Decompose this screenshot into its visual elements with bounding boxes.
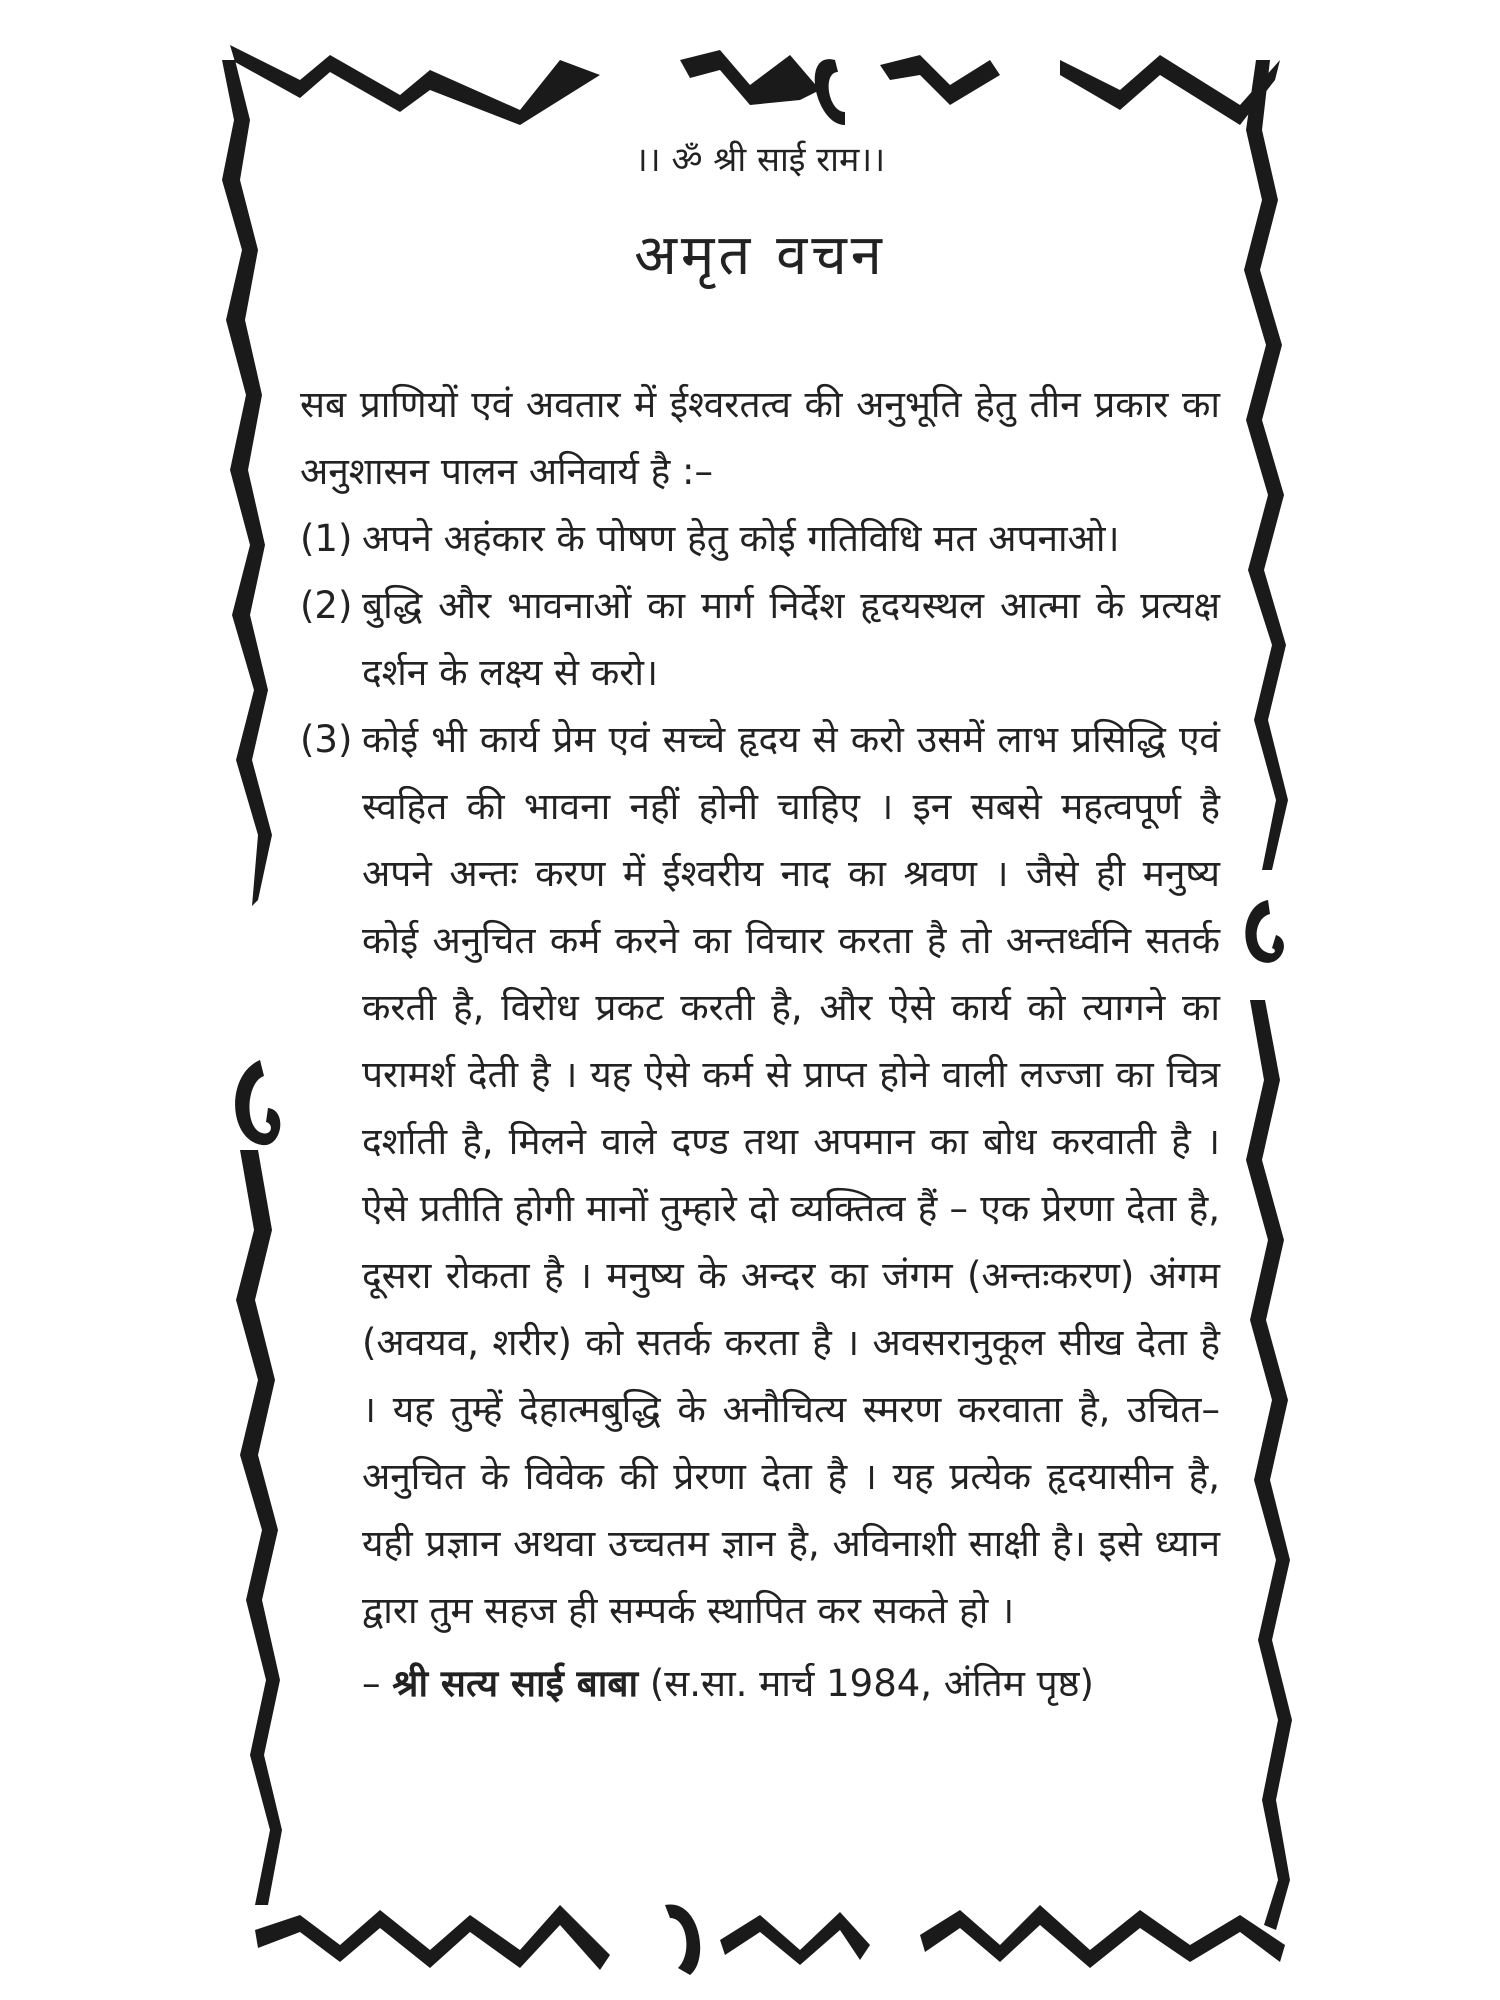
list-item-text: अपने अहंकार के पोषण हेतु कोई गतिविधि मत अपनाओ। <box>362 517 1120 560</box>
list-item <box>300 505 1220 572</box>
page-title: अमृत वचन <box>634 223 886 288</box>
list-item-text: कोई भी कार्य प्रेम एवं सच्चे हृदय से करो उसमें लाभ प्रसिद्धि एवं स्वहित की भावना नहीं होनी चाहिए । इन सबसे महत्वपूर्ण है अपने अन्तः करण में ईश्वरीय नाद का श्रवण । जैसे ही मनुष्य कोई अनुचित कर्म करने का विचार करता है तो अन्तर्ध्वनि सतर्क करती है, विरोध प्रकट करती है, और ऐसे कार्य को त्यागने का परामर्श देती है । यह ऐसे कर्म से प्राप्त होने वाली लज्जा का चित्र दर्शाती है, मिलने वाले दण्ड तथा अपमान का बोध करवाती है । ऐसे प्रतीति होगी मानों तुम्हारे दो व्यक्तित्व हैं – एक प्रेरणा देता है, दूसरा रोकता है । मनुष्य के अन्दर का जंगम (अन्तःकरण) अंगम (अवयव, शरीर) को सतर्क करता है । अवसरानुकूल सीख देता है । यह तुम्हें देहात्मबुद्धि के अनौचित्य स्मरण करवाता है, उचित–अनुचित के विवेक की प्रेरणा देता है । यह प्रत्येक हृदयासीन है, यही प्रज्ञान अथवा उच्चतम ज्ञान है, अविनाशी साक्षी है। इसे ध्यान द्वारा तुम सहज ही सम्पर्क स्थापित कर सकते हो । <box>362 718 1220 1632</box>
list-item <box>300 706 1220 1644</box>
list-item-number: (1) <box>300 517 353 560</box>
list-item-text: बुद्धि और भावनाओं का मार्ग निर्देश हृदयस्थल आत्मा के प्रत्यक्ष दर्शन के लक्ष्य से करो। <box>362 584 1220 694</box>
document-body <box>300 135 1220 1717</box>
list-item-number: (3) <box>300 718 353 761</box>
list-item <box>300 572 1220 706</box>
invocation-line: ।। ॐ श्री साई राम।। <box>634 140 886 180</box>
attribution <box>362 1650 1220 1717</box>
list-item-number: (2) <box>300 584 353 627</box>
attribution-author: श्री सत्य साई बाबा <box>392 1662 639 1705</box>
intro-paragraph: सब प्राणियों एवं अवतार में ईश्वरतत्व की अनुभूति हेतु तीन प्रकार का अनुशासन पालन अनिवार्य है :– <box>300 383 1220 493</box>
attribution-source: (स.सा. मार्च 1984, अंतिम पृष्ठ) <box>649 1662 1094 1705</box>
attribution-dash: – <box>362 1662 381 1705</box>
